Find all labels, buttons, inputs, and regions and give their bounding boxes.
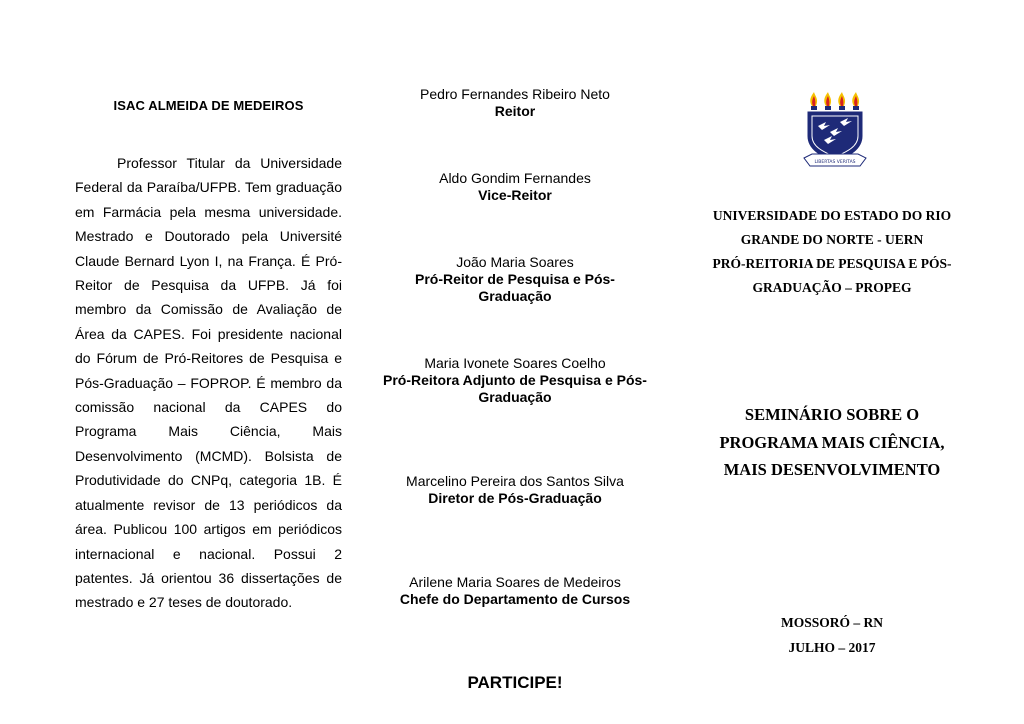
staff-entry xyxy=(380,355,650,406)
event-title-line: MAIS DESENVOLVIMENTO xyxy=(723,460,941,479)
event-title xyxy=(680,401,984,484)
speaker-bio: Professor Titular da Universidade Federal da Paraíba/UFPB. Tem graduação em Farmácia pela mesma universidade. Mestrado e Doutorado pela Université Claude Bernard Lyon I, na França. É Pró-Reitor de Pesquisa da UFPB. Já foi membro da Comissão de Avaliação de Área da CAPES. Foi presidente nacional do Fórum de Pró-Reitores de Pesquisa e Pós-Graduação – FOPROP. É membro da comissão nacional da CAPES do Programa Mais Ciência, Mais Desenvolvimento (MCMD). Bolsista de Produtividade do CNPq, categoria 1B. É atualmente revisor de 13 periódicos da área. Publicou 100 artigos em periódicos internacional e nacional. Possui 2 patentes. Já orientou 36 dissertações de mestrado e 27 teses de doutorado. xyxy=(75,155,342,611)
uern-coat-of-arms-icon xyxy=(802,92,868,172)
university-line: PRÓ-REITORIA DE PESQUISA E PÓS- xyxy=(712,256,952,271)
staff-entry xyxy=(380,170,650,204)
staff-name: Maria Ivonete Soares Coelho xyxy=(424,355,606,371)
staff-role: Chefe do Departamento de Cursos xyxy=(399,591,631,607)
staff-name: Aldo Gondim Fernandes xyxy=(439,170,591,186)
bio-column xyxy=(75,98,342,615)
staff-role: Diretor de Pós-Graduação xyxy=(428,490,602,506)
staff-name: João Maria Soares xyxy=(456,254,574,270)
speaker-name: ISAC ALMEIDA DE MEDEIROS xyxy=(113,98,304,113)
participate-call: PARTICIPE! xyxy=(467,673,563,692)
staff-name: Marcelino Pereira dos Santos Silva xyxy=(406,473,624,489)
staff-role: Pró-Reitor de Pesquisa e Pós-Graduação xyxy=(415,271,615,304)
staff-entry xyxy=(380,473,650,507)
event-date: JULHO – 2017 xyxy=(788,640,876,655)
university-block xyxy=(680,204,984,300)
university-line: GRANDE DO NORTE - UERN xyxy=(740,232,924,247)
logo-motto: LIBERTAS VERITAS xyxy=(814,160,856,165)
staff-role: Reitor xyxy=(494,103,536,119)
staff-entry xyxy=(380,574,650,608)
staff-role: Pró-Reitora Adjunto de Pesquisa e Pós-Graduação xyxy=(383,372,647,405)
torch-flame-icon xyxy=(810,92,859,110)
staff-entry xyxy=(380,254,650,305)
staff-name: Arilene Maria Soares de Medeiros xyxy=(409,574,621,590)
staff-entry xyxy=(380,86,650,120)
event-title-line: SEMINÁRIO SOBRE O xyxy=(744,405,920,424)
event-title-line: PROGRAMA MAIS CIÊNCIA, xyxy=(719,432,945,452)
university-line: UNIVERSIDADE DO ESTADO DO RIO xyxy=(712,208,952,223)
university-line: GRADUAÇÃO – PROPEG xyxy=(752,280,912,295)
event-city: MOSSORÓ – RN xyxy=(780,615,883,630)
staff-role: Vice-Reitor xyxy=(478,187,552,203)
staff-name: Pedro Fernandes Ribeiro Neto xyxy=(420,86,610,102)
